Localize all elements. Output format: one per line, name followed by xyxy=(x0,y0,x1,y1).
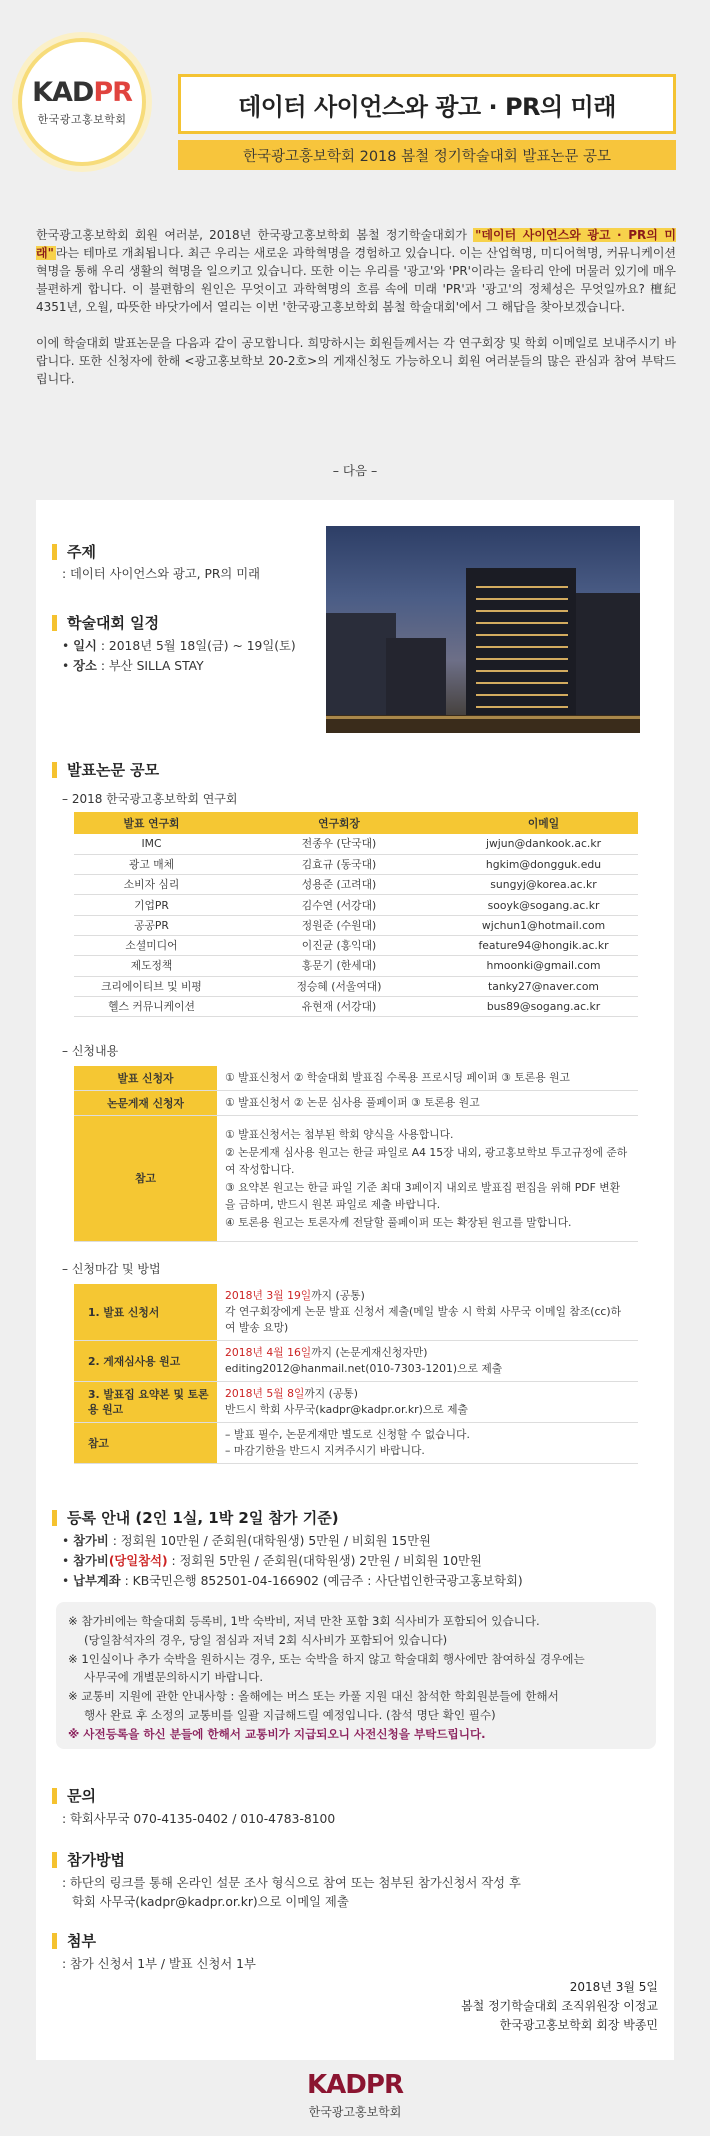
note-item: ② 논문게재 심사용 원고는 한글 파일로 A4 15장 내외, 광고홍보학보 투고규정에 준하여 작성합니다. xyxy=(225,1145,628,1176)
email-link[interactable]: wjchun1@hotmail.com xyxy=(449,915,638,935)
table-row: 논문게재 신청자 ① 발표신청서 ② 논문 심사용 풀페이퍼 ③ 토론용 원고 xyxy=(74,1091,638,1116)
next-label: – 다음 – xyxy=(332,463,378,478)
email-link[interactable]: jwjun@dankook.ac.kr xyxy=(449,834,638,854)
note-item: – 발표 필수, 논문게재만 별도로 신청할 수 없습니다. xyxy=(225,1428,470,1441)
intro-highlight: "데이터 사이언스와 광고 · PR의 미래" xyxy=(36,228,676,260)
announcement-card xyxy=(36,500,674,2060)
table-row: 소셜미디어 이진균 (홍익대) feature94@hongik.ac.kr xyxy=(74,935,638,955)
table-header-row xyxy=(74,812,638,834)
registration-notes: ※ 참가비에는 학술대회 등록비, 1박 숙박비, 저녁 만찬 포함 3회 식사비가 포함되어 있습니다. (당일참석자의 경우, 당일 점심과 저녁 2회 식사비가 포함되어 있습니다) ※ 1인실이나 추가 숙박을 원하시는 경우, 또는 숙박을 하지 않고 학술대회 행사에만 참여하실 경우에는 사무국에 개별문의하시기 바랍니다. ※ 교통비 지원에 관한 안내사항 : 올해에는 버스 또는 카풀 지원 대신 참석한 학회원분들에 한해서 행사 완료 후 소정의 교통비를 일괄 지급해드릴 예정입니다. (참석 명단 확인 필수) ※ 사전등록을 하신 분들에 한해서 교통비가 지급되오니 사전신청을 부탁드립니다. xyxy=(56,1602,656,1749)
table-row: 참고 – 발표 필수, 논문게재만 별도로 신청할 수 없습니다. – 마감기한을 반드시 지켜주시기 바랍니다. xyxy=(74,1423,638,1464)
apply-label: – 신청내용 xyxy=(62,1044,119,1058)
intro-paragraph-1: 한국광고홍보학회 회원 여러분, 2018년 한국광고홍보학회 봄철 정기학술대회가 "데이터 사이언스와 광고 · PR의 미래" 라는 테마로 개최됩니다. 최근 우리는 새로운 과학혁명을 경험하고 있습니다. 이는 산업혁명, 미디어혁명, 커뮤니케이션 혁명을 통해 우리 생활의 혁명을 일으키고 있습니다. 또한 이는 우리를 '광고'와 'PR'이라는 울타리 안에 머물러 있기에 매우 불편하게 합니다. 이 불편함의 원인은 무엇이고 과학혁명의 흐름 속에 미래 'PR'과 '광고'의 정체성은 무엇일까요? 檀紀 4351년, 오월, 따뜻한 바닷가에서 열리는 이번 '한국광고홍보학회 봄철 학술대회'에서 그 해답을 찾아보겠습니다. xyxy=(36,228,676,314)
society-logo xyxy=(18,38,146,166)
note-item: – 마감기한을 반드시 지켜주시기 바랍니다. xyxy=(225,1444,425,1457)
section-title-method: 참가방법 xyxy=(52,1852,125,1868)
section-title-theme: 주제 xyxy=(52,544,96,560)
table-row: 2. 게재심사용 원고 2018년 4월 16일까지 (논문게재신청자만) editing2012@hanmail.net(010-7303-1201)으로 제출 xyxy=(74,1341,638,1382)
intro-paragraph-2: 이에 학술대회 발표논문을 다음과 같이 공모합니다. 희망하시는 회원들께서는 각 연구회장 및 학회 이메일로 보내주시기 바랍니다. 또한 신청자에 한해 <광고홍보학보 20-2호>의 게재신청도 가능하오니 회원 여러분들의 많은 관심과 참여 부탁드립니다. xyxy=(36,336,676,386)
section-title-contact: 문의 xyxy=(52,1788,96,1804)
note-item: ④ 토론용 원고는 토론자께 전달할 풀페이퍼 또는 확장된 원고를 말합니다. xyxy=(225,1215,572,1229)
table-row: 발표 신청자 ① 발표신청서 ② 학술대회 발표집 수록용 프로시딩 페이퍼 ③ 토론용 원고 xyxy=(74,1066,638,1091)
deadline-label: – 신청마감 및 방법 xyxy=(62,1262,161,1276)
column-header: 연구회장 xyxy=(229,812,449,834)
email-link[interactable]: bus89@sogang.ac.kr xyxy=(449,996,638,1016)
fee-line: • 참가비 : 정회원 10만원 / 준회원(대학원생) 5만원 / 비회원 15만원 xyxy=(62,1534,431,1548)
logo-mark-a: KAD xyxy=(32,77,94,108)
theme-text: : 데이터 사이언스와 광고, PR의 미래 xyxy=(62,567,260,581)
table-row: 소비자 심리 성용준 (고려대) sungyj@korea.ac.kr xyxy=(74,875,638,895)
logo-subtitle: 한국광고홍보학회 xyxy=(37,113,127,126)
email-link[interactable]: sooyk@sogang.ac.kr xyxy=(449,895,638,915)
table-row: 1. 발표 신청서 2018년 3월 19일까지 (공통) 각 연구회장에게 논문 발표 신청서 제출(메일 발송 시 학회 사무국 이메일 참조(cc)하여 발송 요망) xyxy=(74,1284,638,1341)
sign-line-2: 한국광고홍보학회 회장 박종민 xyxy=(499,2018,658,2032)
signature-block xyxy=(461,1978,658,2035)
method-line-1: : 하단의 링크를 통해 온라인 설문 조사 형식으로 참여 또는 첨부된 참가신청서 작성 후 xyxy=(62,1876,521,1890)
note-item: ① 발표신청서는 첨부된 학회 양식을 사용합니다. xyxy=(225,1128,454,1141)
page-title: 데이터 사이언스와 광고 · PR의 미래 xyxy=(178,74,676,134)
venue-photo xyxy=(326,526,640,733)
email-link[interactable]: hgkim@dongguk.edu xyxy=(449,854,638,874)
table-row: 3. 발표집 요약본 및 토론용 원고 2018년 5월 8일까지 (공통) 반드시 학회 사무국(kadpr@kadpr.or.kr)으로 제출 xyxy=(74,1382,638,1423)
apply-table xyxy=(74,1066,638,1242)
page-subtitle: 한국광고홍보학회 2018 봄철 정기학술대회 발표논문 공모 xyxy=(178,140,676,170)
email-link[interactable]: tanky27@naver.com xyxy=(449,976,638,996)
table-row: IMC 전종우 (단국대) jwjun@dankook.ac.kr xyxy=(74,834,638,854)
research-groups-table xyxy=(74,812,638,1017)
table-row: 제도정책 홍문기 (한세대) hmoonki@gmail.com xyxy=(74,956,638,976)
section-title-schedule: 학술대회 일정 xyxy=(52,615,159,631)
section-title-registration: 등록 안내 (2인 1실, 1박 2일 참가 기준) xyxy=(52,1510,339,1526)
table-row: 기업PR 김수연 (서강대) sooyk@sogang.ac.kr xyxy=(74,895,638,915)
deadline-table xyxy=(74,1284,638,1464)
research-groups-label: – 2018 한국광고홍보학회 연구회 xyxy=(62,792,238,806)
column-header: 발표 연구회 xyxy=(74,812,229,834)
method-line-2: 학회 사무국(kadpr@kadpr.or.kr)으로 이메일 제출 xyxy=(72,1895,349,1909)
email-link[interactable]: hmoonki@gmail.com xyxy=(449,956,638,976)
footer-mark: KADPR xyxy=(307,2070,403,2100)
table-row: 크리에이티브 및 비평 정승혜 (서울여대) tanky27@naver.com xyxy=(74,976,638,996)
sign-line-1: 봄철 정기학술대회 조직위원장 이정교 xyxy=(461,1999,658,2013)
schedule-date: • 일시 : 2018년 5월 18일(금) ~ 19일(토) xyxy=(62,639,296,653)
table-row: 공공PR 정원준 (수원대) wjchun1@hotmail.com xyxy=(74,915,638,935)
footer-subtitle: 한국광고홍보학회 xyxy=(308,2105,402,2119)
column-header: 이메일 xyxy=(449,812,638,834)
table-row: 헬스 커뮤니케이션 유현재 (서강대) bus89@sogang.ac.kr xyxy=(74,996,638,1016)
logo-mark-b: PR xyxy=(93,77,132,108)
table-row: 참고 ① 발표신청서는 첨부된 학회 양식을 사용합니다. ② 논문게재 심사용 원고는 한글 파일로 A4 15장 내외, 광고홍보학보 투고규정에 준하여 작성합니다. ③ 요약본 원고는 한글 파일 기준 최대 3페이지 내외로 발표집 편집을 위해 PDF 변환을 금하며, 반드시 원본 파일로 제출 바랍니다. ④ 토론용 원고는 토론자께 전달할 풀페이퍼 또는 확장된 원고를 말합니다. xyxy=(74,1116,638,1242)
table-row: 광고 매체 김효규 (동국대) hgkim@dongguk.edu xyxy=(74,854,638,874)
contact-text: : 학회사무국 070-4135-0402 / 010-4783-8100 xyxy=(62,1812,336,1826)
account-line: • 납부계좌 : KB국민은행 852501-04-166902 (예금주 : 사단법인한국광고홍보학회) xyxy=(62,1574,523,1588)
section-title-attach: 첨부 xyxy=(52,1933,96,1949)
section-title-papers: 발표논문 공모 xyxy=(52,762,159,778)
email-link[interactable]: sungyj@korea.ac.kr xyxy=(449,875,638,895)
note-item: ③ 요약본 원고는 한글 파일 기준 최대 3페이지 내외로 발표집 편집을 위해 PDF 변환을 금하며, 반드시 원본 파일로 제출 바랍니다. xyxy=(225,1180,621,1211)
schedule-place: • 장소 : 부산 SILLA STAY xyxy=(62,659,204,673)
sign-date: 2018년 3월 5일 xyxy=(569,1980,658,1994)
email-link[interactable]: feature94@hongik.ac.kr xyxy=(449,935,638,955)
footer-logo xyxy=(0,2070,710,2120)
attach-text: : 참가 신청서 1부 / 발표 신청서 1부 xyxy=(62,1957,256,1971)
intro-text xyxy=(36,226,676,406)
fee-day-line: • 참가비(당일참석) : 정회원 5만원 / 준회원(대학원생) 2만원 / 비회원 10만원 xyxy=(62,1554,482,1568)
header xyxy=(0,0,710,200)
